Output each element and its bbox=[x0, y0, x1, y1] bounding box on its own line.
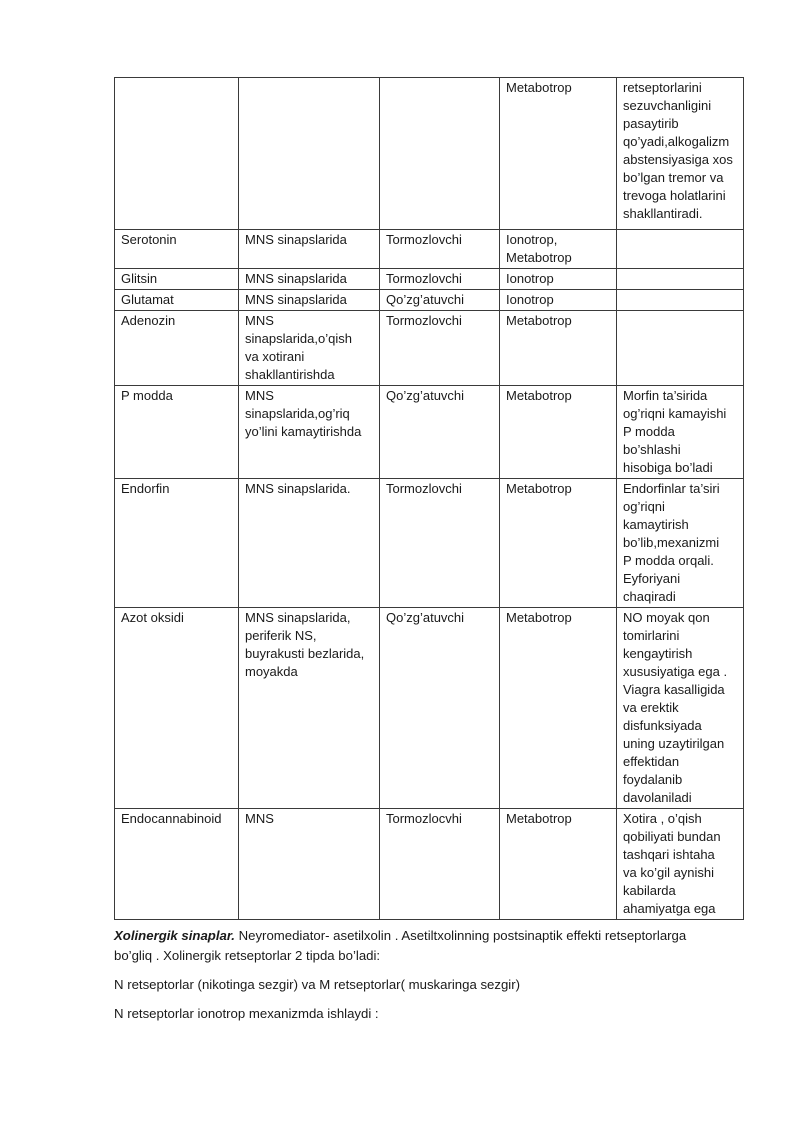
cell-line: shakllantirishda bbox=[245, 367, 335, 382]
cell-line: Ionotrop, bbox=[506, 232, 558, 247]
cell-line: va erektik bbox=[623, 700, 679, 715]
cell-location bbox=[239, 78, 380, 230]
cell-line: Qo’zg’atuvchi bbox=[386, 610, 465, 625]
cell-line: Xotira , o’qish bbox=[623, 811, 702, 826]
cell-line: Tormozlovchi bbox=[386, 232, 462, 247]
cell-line: tomirlarini bbox=[623, 628, 680, 643]
cell-note bbox=[617, 386, 744, 479]
cell-type bbox=[500, 809, 617, 920]
cell-line: kamaytirish bbox=[623, 517, 689, 532]
cell-line: Ionotrop bbox=[506, 271, 554, 286]
cell-line: Qo’zg’atuvchi bbox=[386, 292, 465, 307]
cell-line: periferik NS, bbox=[245, 628, 317, 643]
cell-line: trevoga holatlarini bbox=[623, 188, 726, 203]
cell-type bbox=[500, 608, 617, 809]
cell-line: hisobiga bo’ladi bbox=[623, 460, 713, 475]
cell-note bbox=[617, 230, 744, 269]
table-row bbox=[115, 809, 744, 920]
cell-line: Serotonin bbox=[121, 232, 177, 247]
cell-note bbox=[617, 479, 744, 608]
section-heading: Xolinergik sinaplar. bbox=[114, 928, 235, 943]
cell-name bbox=[115, 386, 239, 479]
cell-line: Metabotrop bbox=[506, 811, 572, 826]
cell-line: P modda bbox=[623, 424, 675, 439]
cell-line: foydalanib bbox=[623, 772, 683, 787]
cell-effect bbox=[380, 809, 500, 920]
cell-name bbox=[115, 311, 239, 386]
cell-line: tashqari ishtaha bbox=[623, 847, 715, 862]
cell-line: Endorfin bbox=[121, 481, 170, 496]
cell-line: MNS bbox=[245, 388, 274, 403]
cell-line: Morfin ta’sirida bbox=[623, 388, 708, 403]
cell-line: MNS sinapslarida bbox=[245, 292, 347, 307]
cell-line: sinapslarida,o’qish bbox=[245, 331, 352, 346]
cell-name bbox=[115, 290, 239, 311]
cell-line: pasaytirib bbox=[623, 116, 679, 131]
paragraph-text: Neyromediator- asetilxolin . Asetiltxolinning postsinaptik effekti retseptorlarga bo’gliq . Xolinergik retseptorlar 2 tipda bo’ladi: bbox=[114, 928, 687, 963]
cell-line: MNS bbox=[245, 811, 274, 826]
cell-line: davolaniladi bbox=[623, 790, 692, 805]
cell-type bbox=[500, 479, 617, 608]
cell-note bbox=[617, 290, 744, 311]
cell-line: bo’lib,mexanizmi bbox=[623, 535, 720, 550]
cell-location bbox=[239, 608, 380, 809]
cell-note bbox=[617, 608, 744, 809]
cell-type bbox=[500, 290, 617, 311]
cell-type bbox=[500, 311, 617, 386]
cell-line: kabilarda bbox=[623, 883, 676, 898]
cell-line: Ionotrop bbox=[506, 292, 554, 307]
table-row bbox=[115, 479, 744, 608]
cell-line: Metabotrop bbox=[506, 610, 572, 625]
cell-line: Glitsin bbox=[121, 271, 158, 286]
table-row bbox=[115, 78, 744, 230]
cell-line: effektidan bbox=[623, 754, 680, 769]
paragraph-cholinergic-synapses bbox=[114, 926, 724, 966]
cell-line: Azot oksidi bbox=[121, 610, 184, 625]
cell-name bbox=[115, 269, 239, 290]
cell-line: Tormozlocvhi bbox=[386, 811, 462, 826]
cell-line: qo’yadi,alkogalizm bbox=[623, 134, 730, 149]
cell-name bbox=[115, 809, 239, 920]
cell-line: NO moyak qon bbox=[623, 610, 710, 625]
cell-type bbox=[500, 386, 617, 479]
cell-line: MNS sinapslarida. bbox=[245, 481, 351, 496]
cell-note bbox=[617, 78, 744, 230]
cell-line: va xotirani bbox=[245, 349, 305, 364]
cell-line: chaqiradi bbox=[623, 589, 676, 604]
cell-line: MNS bbox=[245, 313, 274, 328]
cell-line: buyrakusti bezlarida, bbox=[245, 646, 365, 661]
cell-line: va ko’gil aynishi bbox=[623, 865, 715, 880]
cell-line: uning uzaytirilgan bbox=[623, 736, 725, 751]
cell-line: og’riqni kamayishi bbox=[623, 406, 727, 421]
cell-line: Metabotrop bbox=[506, 313, 572, 328]
cell-note bbox=[617, 311, 744, 386]
table-row bbox=[115, 290, 744, 311]
cell-effect bbox=[380, 479, 500, 608]
table-row bbox=[115, 608, 744, 809]
cell-line: Glutamat bbox=[121, 292, 174, 307]
cell-line: bo’lgan tremor va bbox=[623, 170, 724, 185]
table-row bbox=[115, 386, 744, 479]
cell-name bbox=[115, 479, 239, 608]
cell-type bbox=[500, 78, 617, 230]
cell-line: xususiyatiga ega . bbox=[623, 664, 728, 679]
cell-line: sezuvchanligini bbox=[623, 98, 712, 113]
neurotransmitter-table bbox=[114, 77, 744, 920]
cell-line: MNS sinapslarida bbox=[245, 271, 347, 286]
cell-line: retseptorlarini bbox=[623, 80, 702, 95]
cell-location bbox=[239, 290, 380, 311]
cell-line: bo’shlashi bbox=[623, 442, 681, 457]
table-row bbox=[115, 269, 744, 290]
cell-effect bbox=[380, 269, 500, 290]
cell-line: Tormozlovchi bbox=[386, 313, 462, 328]
cell-location bbox=[239, 311, 380, 386]
cell-line: Endorfinlar ta’siri bbox=[623, 481, 720, 496]
cell-location bbox=[239, 479, 380, 608]
cell-line: Metabotrop bbox=[506, 250, 572, 265]
cell-line: abstensiyasiga xos bbox=[623, 152, 733, 167]
cell-effect bbox=[380, 608, 500, 809]
cell-line: Metabotrop bbox=[506, 80, 572, 95]
cell-line: P modda bbox=[121, 388, 173, 403]
cell-type bbox=[500, 269, 617, 290]
cell-line: P modda orqali. bbox=[623, 553, 714, 568]
cell-effect bbox=[380, 230, 500, 269]
cell-effect bbox=[380, 311, 500, 386]
cell-type bbox=[500, 230, 617, 269]
cell-line: Viagra kasalligida bbox=[623, 682, 725, 697]
cell-note bbox=[617, 269, 744, 290]
cell-line: yo’lini kamaytirishda bbox=[245, 424, 362, 439]
cell-location bbox=[239, 809, 380, 920]
cell-name bbox=[115, 608, 239, 809]
cell-name bbox=[115, 78, 239, 230]
cell-effect bbox=[380, 386, 500, 479]
table-row bbox=[115, 230, 744, 269]
cell-line: moyakda bbox=[245, 664, 298, 679]
cell-name bbox=[115, 230, 239, 269]
cell-line: Adenozin bbox=[121, 313, 176, 328]
cell-line: Tormozlovchi bbox=[386, 481, 462, 496]
cell-note bbox=[617, 809, 744, 920]
cell-line: Eyforiyani bbox=[623, 571, 681, 586]
cell-line: kengaytirish bbox=[623, 646, 693, 661]
cell-line: sinapslarida,og’riq bbox=[245, 406, 350, 421]
table-row bbox=[115, 311, 744, 386]
cell-location bbox=[239, 269, 380, 290]
cell-line: Metabotrop bbox=[506, 388, 572, 403]
cell-effect bbox=[380, 290, 500, 311]
cell-line: Qo’zg’atuvchi bbox=[386, 388, 465, 403]
cell-line: disfunksiyada bbox=[623, 718, 702, 733]
cell-line: Metabotrop bbox=[506, 481, 572, 496]
cell-line: Tormozlovchi bbox=[386, 271, 462, 286]
cell-line: qobiliyati bundan bbox=[623, 829, 721, 844]
paragraph-n-receptors: N retseptorlar ionotrop mexanizmda ishlaydi : bbox=[114, 1006, 379, 1021]
paragraph-receptor-types: N retseptorlar (nikotinga sezgir) va M retseptorlar( muskaringa sezgir) bbox=[114, 977, 521, 992]
cell-line: ahamiyatga ega bbox=[623, 901, 716, 916]
cell-location bbox=[239, 230, 380, 269]
cell-line: MNS sinapslarida bbox=[245, 232, 347, 247]
cell-line: MNS sinapslarida, bbox=[245, 610, 351, 625]
cell-location bbox=[239, 386, 380, 479]
cell-line: Endocannabinoid bbox=[121, 811, 222, 826]
cell-effect bbox=[380, 78, 500, 230]
cell-line: og’riqni bbox=[623, 499, 665, 514]
cell-line: shakllantiradi. bbox=[623, 206, 703, 221]
